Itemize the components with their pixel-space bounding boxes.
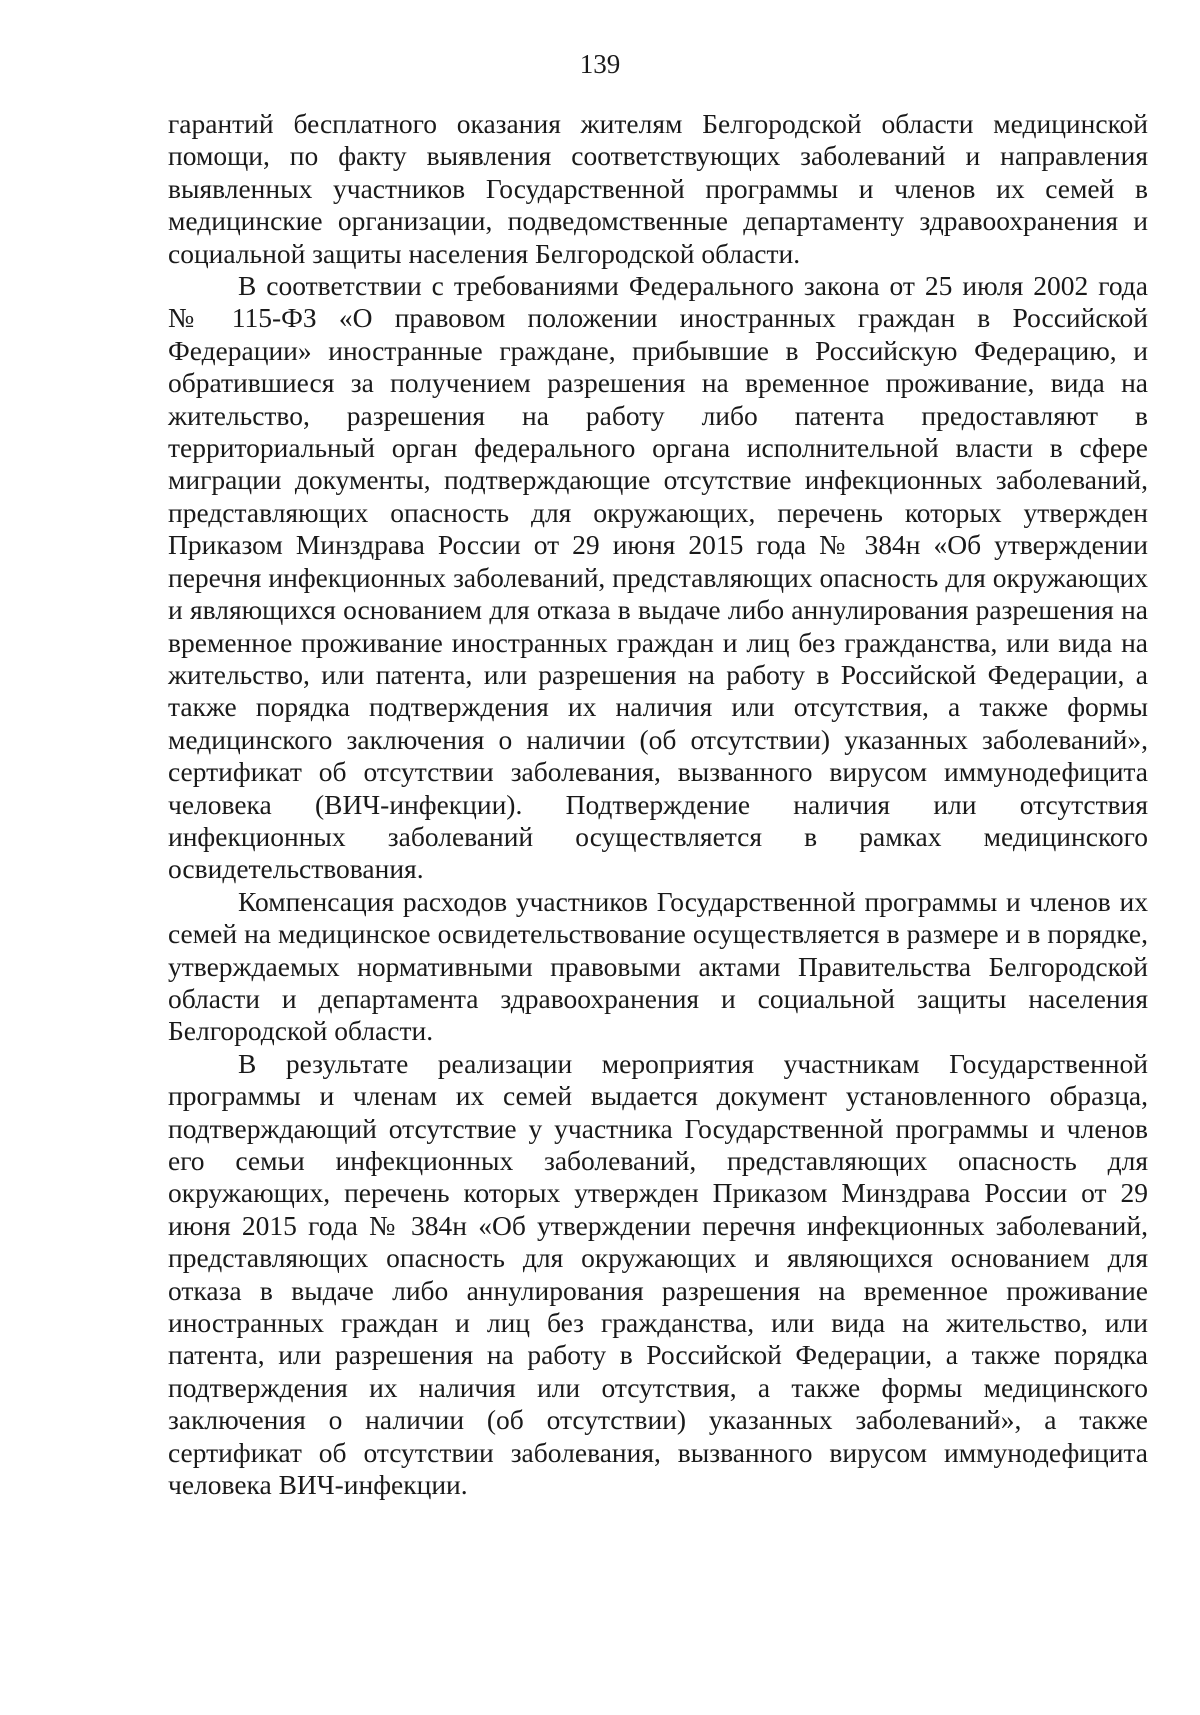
document-body bbox=[168, 108, 1148, 1501]
paragraph: Компенсация расходов участников Государственной программы и членов их семей на медицинское освидетельствование осуществляется в размере и в порядке, утверждаемых нормативными правовыми актами Правительства Белгородской области и департамента здравоохранения и социальной защиты населения Белгородской области. bbox=[168, 885, 1148, 1047]
paragraph: В результате реализации мероприятия участникам Государственной программы и членам их семей выдается документ установленного образца, подтверждающий отсутствие у участника Государственной программы и членов его семьи инфекционных заболеваний, представляющих опасность для окружающих, перечень которых утвержден Приказом Минздрава России от 29 июня 2015 года № 384н «Об утверждении перечня инфекционных заболеваний, представляющих опасность для окружающих и являющихся основанием для отказа в выдаче либо аннулирования разрешения на временное проживание иностранных граждан и лиц без гражданства, или вида на жительство, или патента, или разрешения на работу в Российской Федерации, а также порядка подтверждения их наличия или отсутствия, а также формы медицинского заключения о наличии (об отсутствии) указанных заболеваний», а также сертификат об отсутствии заболевания, вызванного вирусом иммунодефицита человека ВИЧ-инфекции. bbox=[168, 1047, 1148, 1501]
paragraph: В соответствии с требованиями Федерального закона от 25 июля 2002 года № 115-ФЗ «О правовом положении иностранных граждан в Российской Федерации» иностранные граждане, прибывшие в Российскую Федерацию, и обратившиеся за получением разрешения на временное проживание, вида на жительство, разрешения на работу либо патента предоставляют в территориальный орган федерального органа исполнительной власти в сфере миграции документы, подтверждающие отсутствие инфекционных заболеваний, представляющих опасность для окружающих, перечень которых утвержден Приказом Минздрава России от 29 июня 2015 года № 384н «Об утверждении перечня инфекционных заболеваний, представляющих опасность для окружающих и являющихся основанием для отказа в выдаче либо аннулирования разрешения на временное проживание иностранных граждан и лиц без гражданства, или вида на жительство, или патента, или разрешения на работу в Российской Федерации, а также порядка подтверждения их наличия или отсутствия, а также формы медицинского заключения о наличии (об отсутствии) указанных заболеваний», сертификат об отсутствии заболевания, вызванного вирусом иммунодефицита человека (ВИЧ-инфекции). Подтверждение наличия или отсутствия инфекционных заболеваний осуществляется в рамках медицинского освидетельствования. bbox=[168, 270, 1148, 885]
page-number: 139 bbox=[579, 49, 621, 79]
paragraph: гарантий бесплатного оказания жителям Белгородской области медицинской помощи, по факту выявления соответствующих заболеваний и направления выявленных участников Государственной программы и членов их семей в медицинские организации, подведомственные департаменту здравоохранения и социальной защиты населения Белгородской области. bbox=[168, 108, 1148, 269]
